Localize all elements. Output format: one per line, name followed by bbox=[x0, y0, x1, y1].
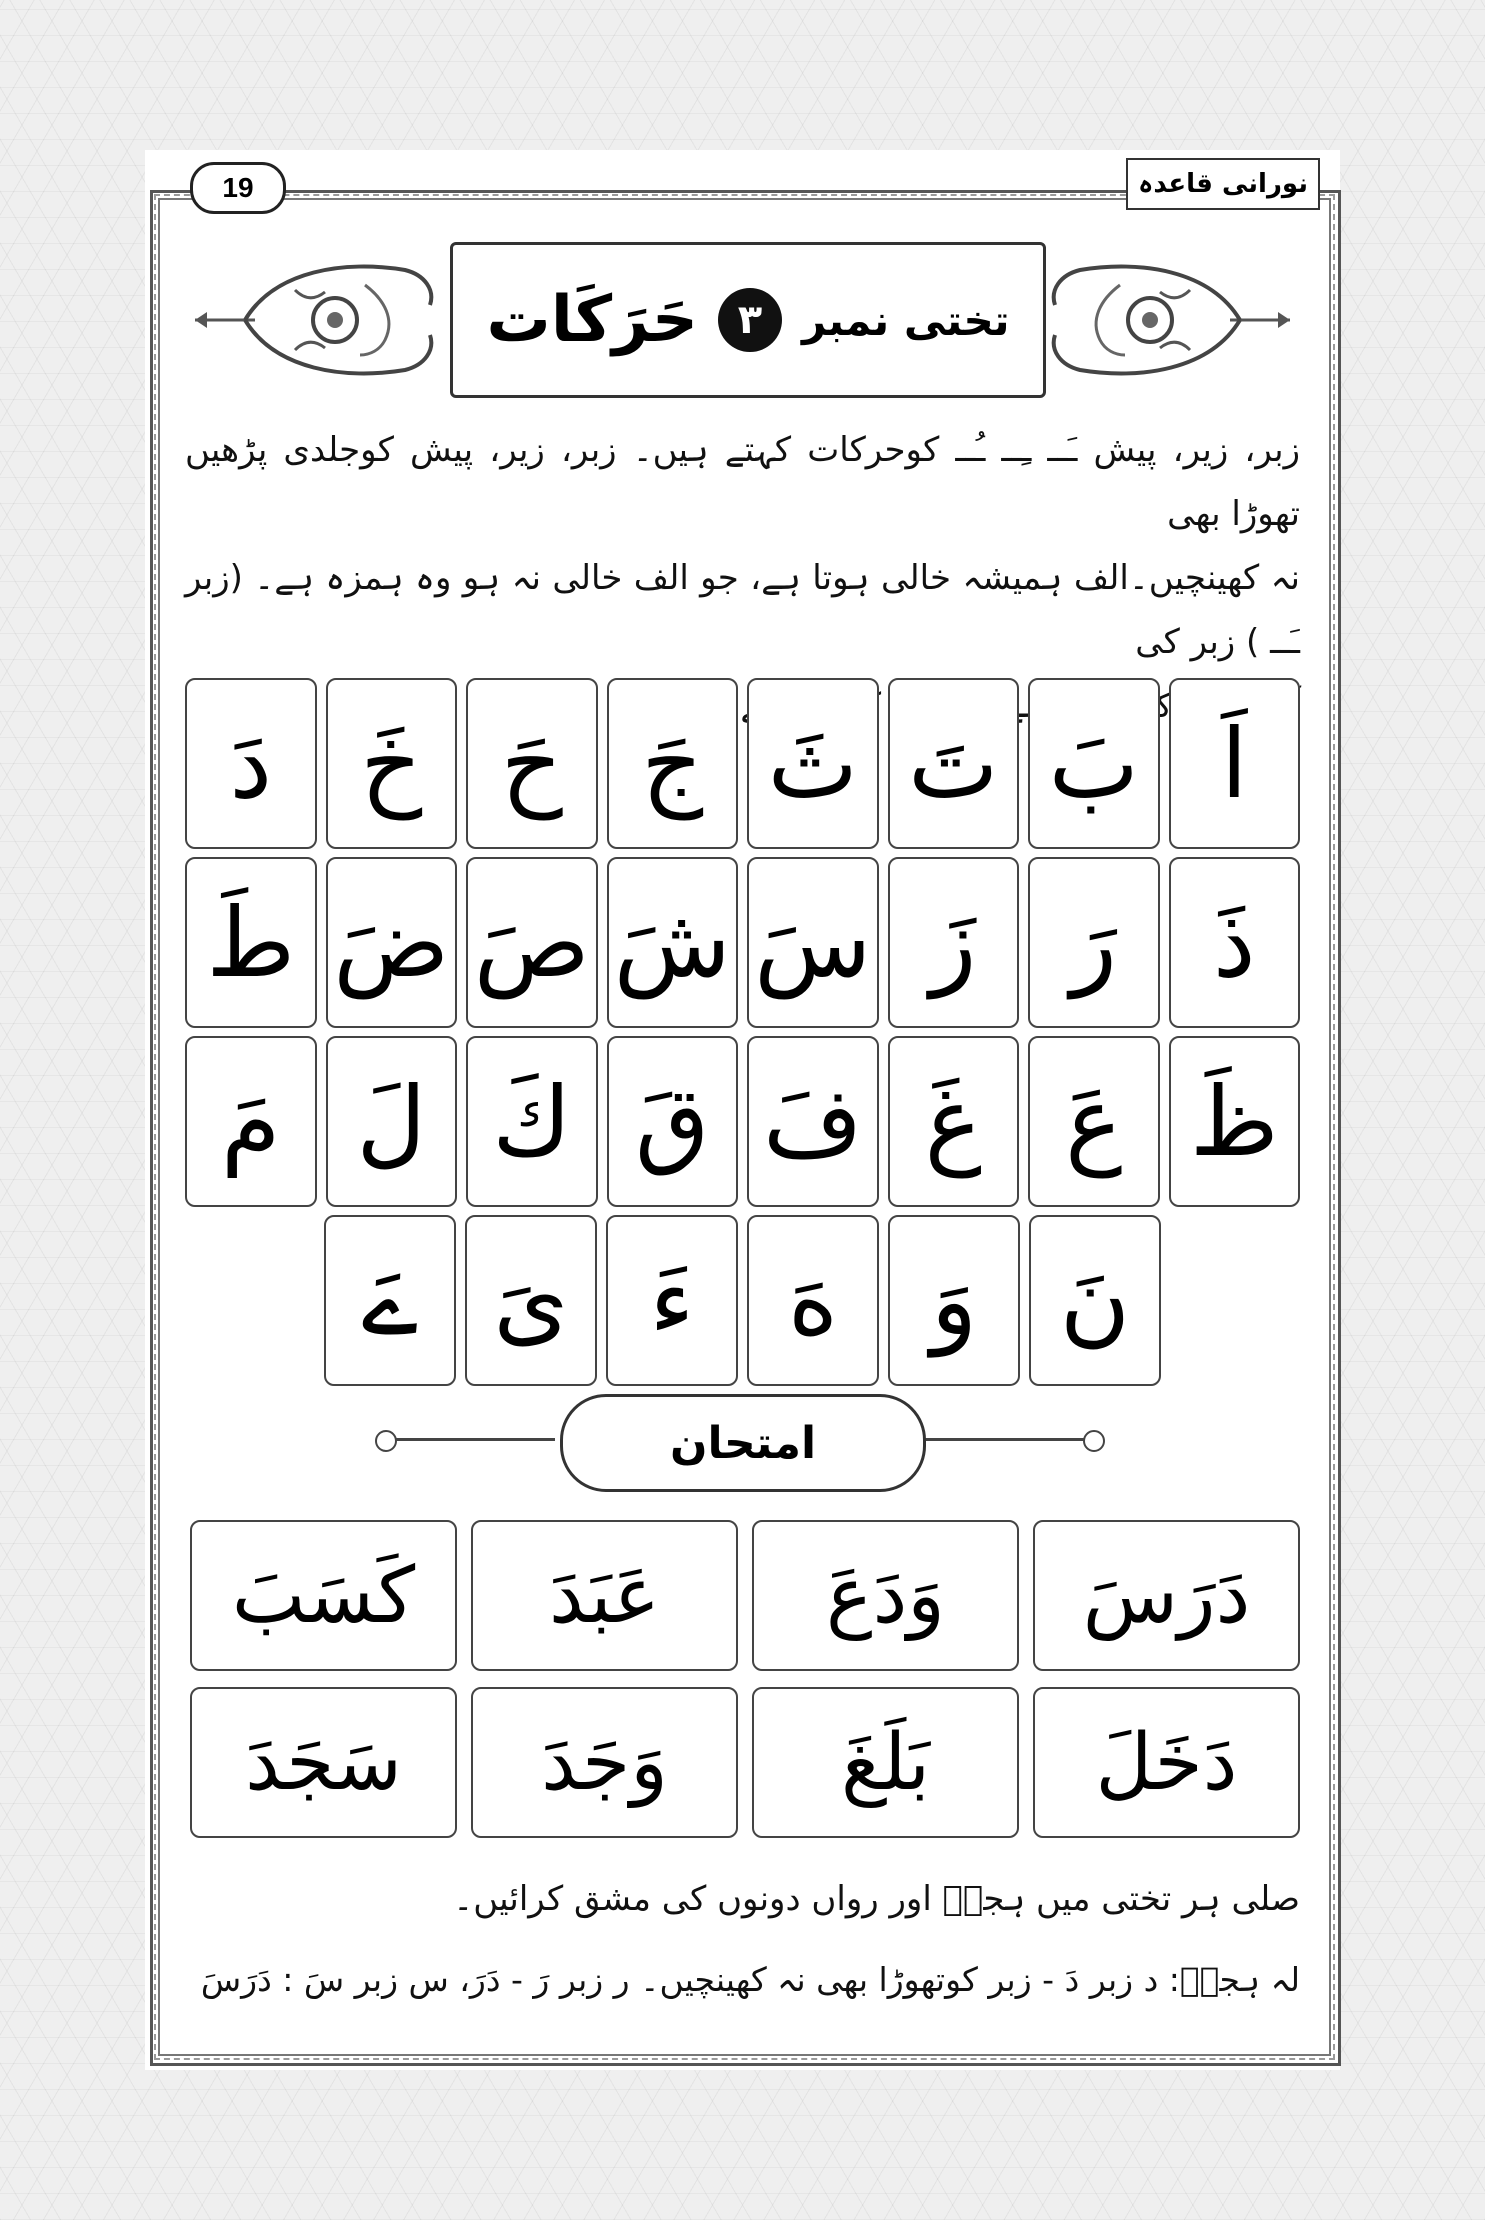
letter-card: فَ bbox=[747, 1036, 879, 1207]
letter-card: دَ bbox=[185, 678, 317, 849]
letter-card: قَ bbox=[607, 1036, 739, 1207]
letter-card: اَ bbox=[1169, 678, 1301, 849]
letter-card: نَ bbox=[1029, 1215, 1161, 1386]
letter-card: حَ bbox=[466, 678, 598, 849]
letter-card: لَ bbox=[326, 1036, 458, 1207]
floral-ornament-right-icon bbox=[1040, 230, 1300, 410]
letter-card: ىَ bbox=[465, 1215, 597, 1386]
title-section bbox=[185, 230, 1300, 420]
intro-line: زبر، زیر، پیش ـَــ ـِــ ـُــ کوحرکات کہتے ہیں۔ زبر، زیر، پیش کوجلدی پڑھیں تھوڑا بھی bbox=[185, 430, 1300, 534]
letters-grid bbox=[185, 678, 1300, 1394]
letter-card: هَ bbox=[747, 1215, 879, 1386]
lesson-number: ۳ bbox=[718, 288, 782, 352]
exam-label: امتحان bbox=[560, 1394, 926, 1492]
word-card: بَلَغَ bbox=[752, 1687, 1019, 1838]
page bbox=[145, 150, 1340, 2070]
word-card: دَرَسَ bbox=[1033, 1520, 1300, 1671]
book-title: نورانی قاعدہ bbox=[1126, 158, 1320, 210]
letter-card: مَ bbox=[185, 1036, 317, 1207]
letter-card: ءَ bbox=[606, 1215, 738, 1386]
ornament-dot-icon bbox=[375, 1430, 397, 1452]
word-card: وَدَعَ bbox=[752, 1520, 1019, 1671]
letters-row bbox=[185, 857, 1300, 1028]
ornament-dot-icon bbox=[1083, 1430, 1105, 1452]
letter-card: غَ bbox=[888, 1036, 1020, 1207]
intro-line: نہ کھینچیں۔الف ہمیشہ خالی ہوتا ہے، جو الف خالی نہ ہو وہ ہمزہ ہے۔ (زبر ـَــ ) زبر کی bbox=[185, 558, 1300, 662]
letter-card: كَ bbox=[466, 1036, 598, 1207]
letter-card: طَ bbox=[185, 857, 317, 1028]
letter-card: ےَ bbox=[324, 1215, 456, 1386]
letter-card: عَ bbox=[1028, 1036, 1160, 1207]
letter-card: ظَ bbox=[1169, 1036, 1301, 1207]
lesson-label: تختی نمبر bbox=[802, 295, 1010, 345]
letter-card: رَ bbox=[1028, 857, 1160, 1028]
letter-card: سَ bbox=[747, 857, 879, 1028]
letter-card: صَ bbox=[466, 857, 598, 1028]
letter-card: وَ bbox=[888, 1215, 1020, 1386]
title-banner bbox=[450, 242, 1046, 398]
words-row bbox=[185, 1520, 1300, 1671]
word-card: وَجَدَ bbox=[471, 1687, 738, 1838]
letters-row bbox=[185, 1036, 1300, 1207]
letter-card: خَ bbox=[326, 678, 458, 849]
page-title: حَرَکَات bbox=[486, 283, 698, 357]
letter-card: جَ bbox=[607, 678, 739, 849]
word-card: سَجَدَ bbox=[190, 1687, 457, 1838]
footnote: لہ ہجےؔ: د زبر دَ - زبر کوتھوڑا بھی نہ کھینچیں۔ ر زبر رَ - دَرَ، س زبر سَ : دَرَسَ bbox=[200, 1960, 1300, 1999]
letters-row bbox=[185, 678, 1300, 849]
exam-heading bbox=[375, 1390, 1105, 1490]
floral-ornament-left-icon bbox=[185, 230, 445, 410]
letter-card: ثَ bbox=[747, 678, 879, 849]
word-card: دَخَلَ bbox=[1033, 1687, 1300, 1838]
letter-card: شَ bbox=[607, 857, 739, 1028]
words-row bbox=[185, 1687, 1300, 1838]
word-card: كَسَبَ bbox=[190, 1520, 457, 1671]
letter-card: ذَ bbox=[1169, 857, 1301, 1028]
page-number: 19 bbox=[190, 162, 286, 214]
letter-card: ضَ bbox=[326, 857, 458, 1028]
divider bbox=[385, 1438, 555, 1441]
intro-line: ہے bbox=[1004, 686, 1045, 726]
words-grid bbox=[185, 1520, 1300, 1854]
letters-row bbox=[185, 1215, 1300, 1386]
letter-card: تَ bbox=[888, 678, 1020, 849]
letter-card: زَ bbox=[888, 857, 1020, 1028]
divider bbox=[925, 1438, 1095, 1441]
footnote: صلى ہر تختی میں ہجےؔ اور رواں دونوں کی مشق کرائیں۔ bbox=[453, 1879, 1300, 1919]
letter-card: بَ bbox=[1028, 678, 1160, 849]
word-card: عَبَدَ bbox=[471, 1520, 738, 1671]
